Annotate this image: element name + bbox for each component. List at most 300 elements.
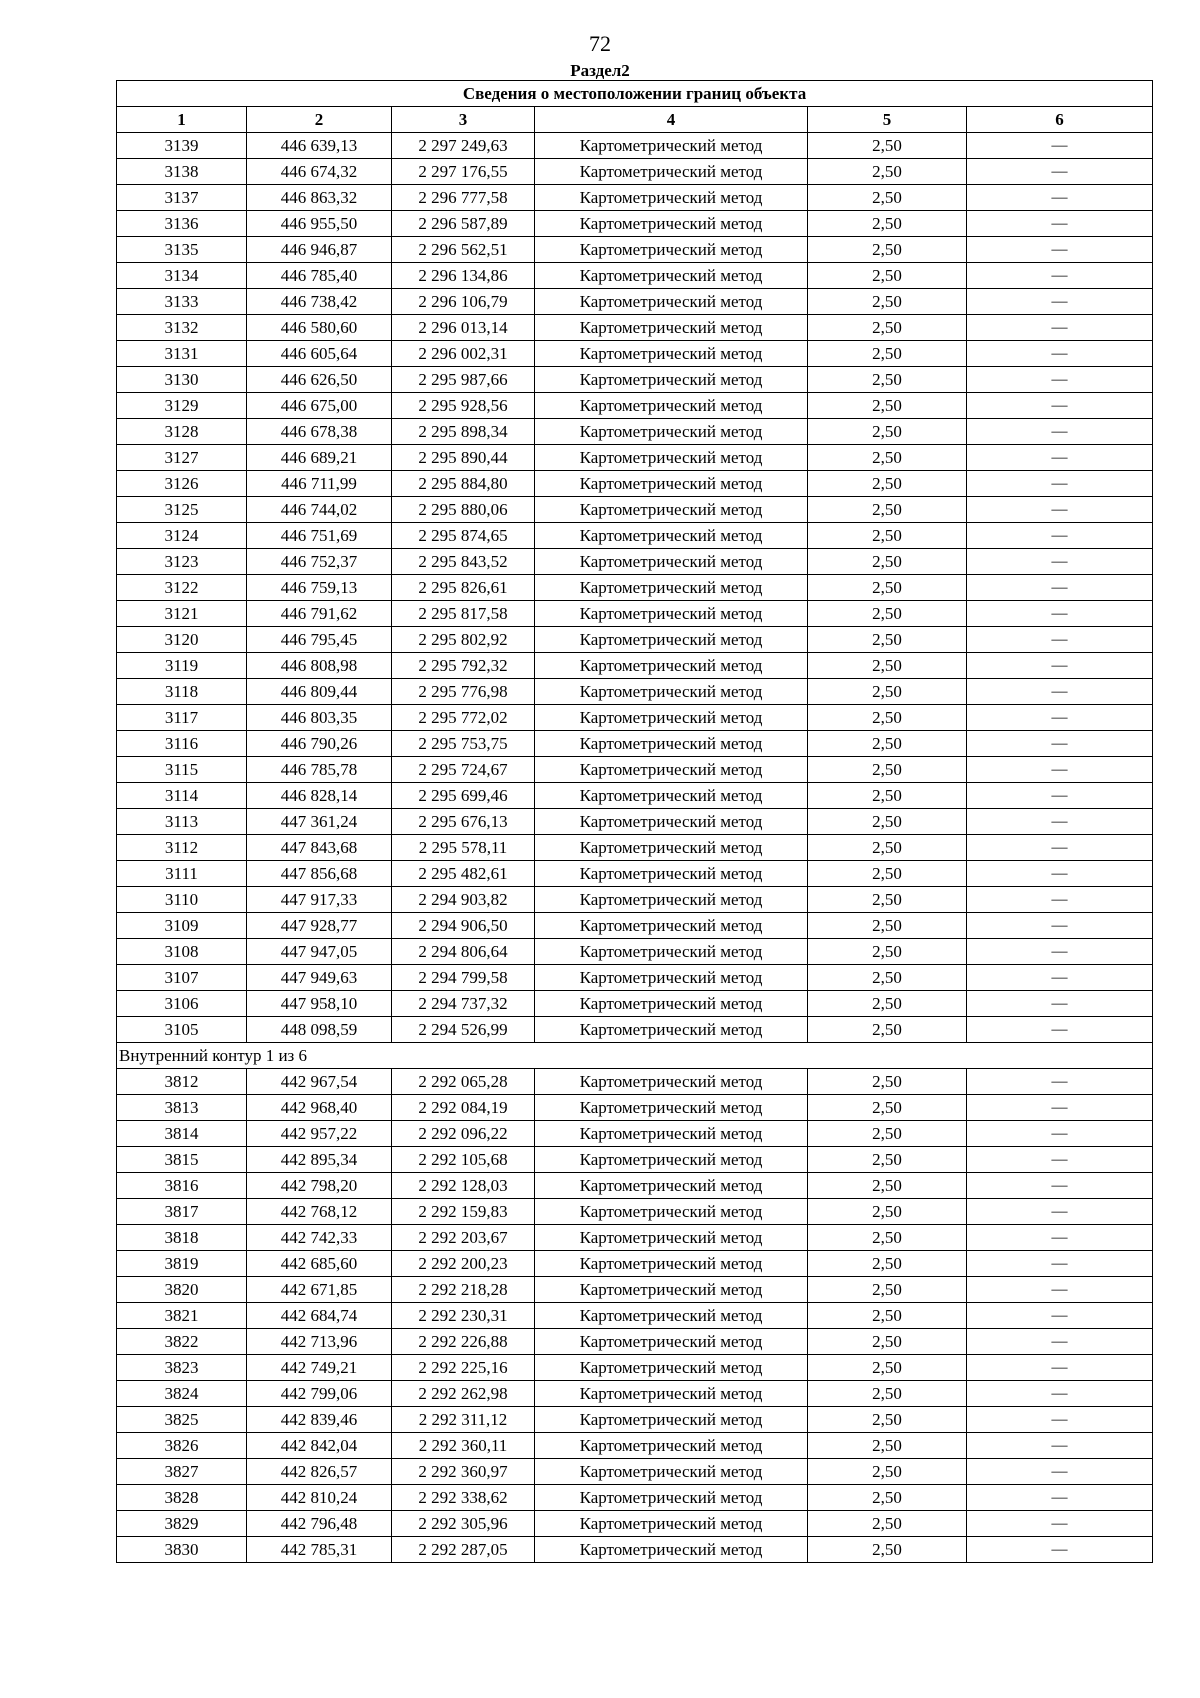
y-coordinate-cell: 2 296 002,31	[392, 341, 535, 367]
y-coordinate-cell: 2 292 105,68	[392, 1147, 535, 1173]
x-coordinate-cell: 446 678,38	[247, 419, 392, 445]
x-coordinate-cell: 442 968,40	[247, 1095, 392, 1121]
accuracy-cell: 2,50	[808, 1069, 967, 1095]
accuracy-cell: 2,50	[808, 965, 967, 991]
point-number-cell: 3133	[117, 289, 247, 315]
description-cell: —	[967, 705, 1153, 731]
x-coordinate-cell: 442 671,85	[247, 1277, 392, 1303]
point-number-cell: 3128	[117, 419, 247, 445]
description-cell: —	[967, 1537, 1153, 1563]
method-cell: Картометрический метод	[535, 419, 808, 445]
accuracy-cell: 2,50	[808, 393, 967, 419]
accuracy-cell: 2,50	[808, 1277, 967, 1303]
table-row	[117, 757, 1153, 783]
table-row	[117, 887, 1153, 913]
contour-label-row	[117, 1043, 1153, 1069]
x-coordinate-cell: 448 098,59	[247, 1017, 392, 1043]
table-row	[117, 1381, 1153, 1407]
point-number-cell: 3116	[117, 731, 247, 757]
y-coordinate-cell: 2 292 218,28	[392, 1277, 535, 1303]
x-coordinate-cell: 446 955,50	[247, 211, 392, 237]
table-row	[117, 627, 1153, 653]
x-coordinate-cell: 446 674,32	[247, 159, 392, 185]
method-cell: Картометрический метод	[535, 835, 808, 861]
accuracy-cell: 2,50	[808, 159, 967, 185]
y-coordinate-cell: 2 295 482,61	[392, 861, 535, 887]
table-row	[117, 705, 1153, 731]
method-cell: Картометрический метод	[535, 939, 808, 965]
point-number-cell: 3129	[117, 393, 247, 419]
table-row	[117, 1459, 1153, 1485]
method-cell: Картометрический метод	[535, 471, 808, 497]
y-coordinate-cell: 2 295 724,67	[392, 757, 535, 783]
method-cell: Картометрический метод	[535, 1303, 808, 1329]
method-cell: Картометрический метод	[535, 523, 808, 549]
description-cell: —	[967, 1381, 1153, 1407]
point-number-cell: 3823	[117, 1355, 247, 1381]
description-cell: —	[967, 419, 1153, 445]
point-number-cell: 3121	[117, 601, 247, 627]
point-number-cell: 3830	[117, 1537, 247, 1563]
point-number-cell: 3829	[117, 1511, 247, 1537]
description-cell: —	[967, 913, 1153, 939]
accuracy-cell: 2,50	[808, 471, 967, 497]
x-coordinate-cell: 447 856,68	[247, 861, 392, 887]
point-number-cell: 3114	[117, 783, 247, 809]
point-number-cell: 3813	[117, 1095, 247, 1121]
point-number-cell: 3105	[117, 1017, 247, 1043]
description-cell: —	[967, 549, 1153, 575]
method-cell: Картометрический метод	[535, 1537, 808, 1563]
point-number-cell: 3131	[117, 341, 247, 367]
x-coordinate-cell: 442 957,22	[247, 1121, 392, 1147]
table-row	[117, 1121, 1153, 1147]
accuracy-cell: 2,50	[808, 653, 967, 679]
accuracy-cell: 2,50	[808, 1485, 967, 1511]
y-coordinate-cell: 2 296 134,86	[392, 263, 535, 289]
table-row	[117, 341, 1153, 367]
description-cell: —	[967, 1329, 1153, 1355]
y-coordinate-cell: 2 295 772,02	[392, 705, 535, 731]
x-coordinate-cell: 447 843,68	[247, 835, 392, 861]
point-number-cell: 3115	[117, 757, 247, 783]
accuracy-cell: 2,50	[808, 1407, 967, 1433]
table-row	[117, 965, 1153, 991]
description-cell: —	[967, 965, 1153, 991]
y-coordinate-cell: 2 292 084,19	[392, 1095, 535, 1121]
accuracy-cell: 2,50	[808, 497, 967, 523]
x-coordinate-cell: 442 842,04	[247, 1433, 392, 1459]
y-coordinate-cell: 2 292 226,88	[392, 1329, 535, 1355]
accuracy-cell: 2,50	[808, 575, 967, 601]
x-coordinate-cell: 446 711,99	[247, 471, 392, 497]
method-cell: Картометрический метод	[535, 237, 808, 263]
point-number-cell: 3120	[117, 627, 247, 653]
description-cell: —	[967, 1069, 1153, 1095]
accuracy-cell: 2,50	[808, 757, 967, 783]
point-number-cell: 3828	[117, 1485, 247, 1511]
x-coordinate-cell: 446 752,37	[247, 549, 392, 575]
y-coordinate-cell: 2 295 699,46	[392, 783, 535, 809]
table-row	[117, 315, 1153, 341]
point-number-cell: 3110	[117, 887, 247, 913]
point-number-cell: 3138	[117, 159, 247, 185]
x-coordinate-cell: 446 863,32	[247, 185, 392, 211]
description-cell: —	[967, 627, 1153, 653]
y-coordinate-cell: 2 292 230,31	[392, 1303, 535, 1329]
point-number-cell: 3812	[117, 1069, 247, 1095]
point-number-cell: 3817	[117, 1199, 247, 1225]
y-coordinate-cell: 2 292 360,97	[392, 1459, 535, 1485]
point-number-cell: 3820	[117, 1277, 247, 1303]
accuracy-cell: 2,50	[808, 211, 967, 237]
point-number-cell: 3814	[117, 1121, 247, 1147]
x-coordinate-cell: 446 689,21	[247, 445, 392, 471]
table-row	[117, 367, 1153, 393]
x-coordinate-cell: 442 742,33	[247, 1225, 392, 1251]
method-cell: Картометрический метод	[535, 1017, 808, 1043]
point-number-cell: 3134	[117, 263, 247, 289]
y-coordinate-cell: 2 296 777,58	[392, 185, 535, 211]
description-cell: —	[967, 679, 1153, 705]
x-coordinate-cell: 446 803,35	[247, 705, 392, 731]
method-cell: Картометрический метод	[535, 1225, 808, 1251]
method-cell: Картометрический метод	[535, 731, 808, 757]
x-coordinate-cell: 446 809,44	[247, 679, 392, 705]
table-row	[117, 1199, 1153, 1225]
x-coordinate-cell: 446 580,60	[247, 315, 392, 341]
method-cell: Картометрический метод	[535, 1355, 808, 1381]
point-number-cell: 3815	[117, 1147, 247, 1173]
column-header-row	[117, 107, 1153, 133]
y-coordinate-cell: 2 297 176,55	[392, 159, 535, 185]
description-cell: —	[967, 731, 1153, 757]
table-title: Сведения о местоположении границ объекта	[117, 81, 1153, 107]
table-row	[117, 835, 1153, 861]
accuracy-cell: 2,50	[808, 1329, 967, 1355]
y-coordinate-cell: 2 295 776,98	[392, 679, 535, 705]
method-cell: Картометрический метод	[535, 1407, 808, 1433]
description-cell: —	[967, 1459, 1153, 1485]
point-number-cell: 3132	[117, 315, 247, 341]
accuracy-cell: 2,50	[808, 1017, 967, 1043]
table-row	[117, 1537, 1153, 1563]
method-cell: Картометрический метод	[535, 991, 808, 1017]
x-coordinate-cell: 442 826,57	[247, 1459, 392, 1485]
table-row	[117, 1225, 1153, 1251]
description-cell: —	[967, 1485, 1153, 1511]
method-cell: Картометрический метод	[535, 653, 808, 679]
page-number: 72	[589, 31, 611, 56]
y-coordinate-cell: 2 295 578,11	[392, 835, 535, 861]
table-row	[117, 1355, 1153, 1381]
table-row	[117, 861, 1153, 887]
table-row	[117, 913, 1153, 939]
description-cell: —	[967, 1303, 1153, 1329]
x-coordinate-cell: 447 917,33	[247, 887, 392, 913]
accuracy-cell: 2,50	[808, 1173, 967, 1199]
table-row	[117, 1407, 1153, 1433]
x-coordinate-cell: 446 744,02	[247, 497, 392, 523]
point-number-cell: 3136	[117, 211, 247, 237]
table-row	[117, 393, 1153, 419]
point-number-cell: 3130	[117, 367, 247, 393]
y-coordinate-cell: 2 295 792,32	[392, 653, 535, 679]
description-cell: —	[967, 887, 1153, 913]
point-number-cell: 3127	[117, 445, 247, 471]
y-coordinate-cell: 2 292 096,22	[392, 1121, 535, 1147]
table-row	[117, 185, 1153, 211]
table-row	[117, 1485, 1153, 1511]
x-coordinate-cell: 447 958,10	[247, 991, 392, 1017]
description-cell: —	[967, 1511, 1153, 1537]
x-coordinate-cell: 446 639,13	[247, 133, 392, 159]
x-coordinate-cell: 446 795,45	[247, 627, 392, 653]
y-coordinate-cell: 2 295 826,61	[392, 575, 535, 601]
method-cell: Картометрический метод	[535, 705, 808, 731]
x-coordinate-cell: 442 895,34	[247, 1147, 392, 1173]
x-coordinate-cell: 442 684,74	[247, 1303, 392, 1329]
method-cell: Картометрический метод	[535, 809, 808, 835]
accuracy-cell: 2,50	[808, 1251, 967, 1277]
table-row	[117, 1147, 1153, 1173]
x-coordinate-cell: 446 751,69	[247, 523, 392, 549]
y-coordinate-cell: 2 292 200,23	[392, 1251, 535, 1277]
column-header: 6	[967, 107, 1153, 133]
table-row	[117, 783, 1153, 809]
table-row	[117, 731, 1153, 757]
y-coordinate-cell: 2 295 802,92	[392, 627, 535, 653]
description-cell: —	[967, 1277, 1153, 1303]
accuracy-cell: 2,50	[808, 887, 967, 913]
table-row	[117, 1329, 1153, 1355]
description-cell: —	[967, 1251, 1153, 1277]
table-row	[117, 1017, 1153, 1043]
accuracy-cell: 2,50	[808, 237, 967, 263]
method-cell: Картометрический метод	[535, 1251, 808, 1277]
contour-label: Внутренний контур 1 из 6	[117, 1043, 1153, 1069]
point-number-cell: 3112	[117, 835, 247, 861]
x-coordinate-cell: 442 796,48	[247, 1511, 392, 1537]
accuracy-cell: 2,50	[808, 861, 967, 887]
point-number-cell: 3135	[117, 237, 247, 263]
x-coordinate-cell: 446 785,40	[247, 263, 392, 289]
x-coordinate-cell: 447 949,63	[247, 965, 392, 991]
y-coordinate-cell: 2 292 262,98	[392, 1381, 535, 1407]
description-cell: —	[967, 809, 1153, 835]
point-number-cell: 3827	[117, 1459, 247, 1485]
accuracy-cell: 2,50	[808, 627, 967, 653]
method-cell: Картометрический метод	[535, 1329, 808, 1355]
x-coordinate-cell: 442 713,96	[247, 1329, 392, 1355]
y-coordinate-cell: 2 296 587,89	[392, 211, 535, 237]
column-header: 4	[535, 107, 808, 133]
point-number-cell: 3126	[117, 471, 247, 497]
table-row	[117, 1251, 1153, 1277]
y-coordinate-cell: 2 295 898,34	[392, 419, 535, 445]
point-number-cell: 3123	[117, 549, 247, 575]
y-coordinate-cell: 2 292 225,16	[392, 1355, 535, 1381]
point-number-cell: 3816	[117, 1173, 247, 1199]
method-cell: Картометрический метод	[535, 549, 808, 575]
accuracy-cell: 2,50	[808, 1199, 967, 1225]
y-coordinate-cell: 2 295 884,80	[392, 471, 535, 497]
y-coordinate-cell: 2 292 128,03	[392, 1173, 535, 1199]
point-number-cell: 3118	[117, 679, 247, 705]
method-cell: Картометрический метод	[535, 575, 808, 601]
accuracy-cell: 2,50	[808, 705, 967, 731]
x-coordinate-cell: 442 768,12	[247, 1199, 392, 1225]
y-coordinate-cell: 2 297 249,63	[392, 133, 535, 159]
y-coordinate-cell: 2 294 737,32	[392, 991, 535, 1017]
table-row	[117, 237, 1153, 263]
table-row	[117, 575, 1153, 601]
method-cell: Картометрический метод	[535, 1173, 808, 1199]
table-row	[117, 1511, 1153, 1537]
point-number-cell: 3819	[117, 1251, 247, 1277]
method-cell: Картометрический метод	[535, 133, 808, 159]
accuracy-cell: 2,50	[808, 991, 967, 1017]
method-cell: Картометрический метод	[535, 393, 808, 419]
x-coordinate-cell: 446 790,26	[247, 731, 392, 757]
column-header: 5	[808, 107, 967, 133]
accuracy-cell: 2,50	[808, 783, 967, 809]
point-number-cell: 3109	[117, 913, 247, 939]
y-coordinate-cell: 2 295 676,13	[392, 809, 535, 835]
x-coordinate-cell: 442 749,21	[247, 1355, 392, 1381]
accuracy-cell: 2,50	[808, 419, 967, 445]
point-number-cell: 3113	[117, 809, 247, 835]
table-row	[117, 159, 1153, 185]
method-cell: Картометрический метод	[535, 1121, 808, 1147]
accuracy-cell: 2,50	[808, 1511, 967, 1537]
method-cell: Картометрический метод	[535, 159, 808, 185]
description-cell: —	[967, 1173, 1153, 1199]
method-cell: Картометрический метод	[535, 1147, 808, 1173]
description-cell: —	[967, 393, 1153, 419]
accuracy-cell: 2,50	[808, 263, 967, 289]
description-cell: —	[967, 237, 1153, 263]
method-cell: Картометрический метод	[535, 185, 808, 211]
table-row	[117, 991, 1153, 1017]
accuracy-cell: 2,50	[808, 731, 967, 757]
description-cell: —	[967, 783, 1153, 809]
accuracy-cell: 2,50	[808, 939, 967, 965]
accuracy-cell: 2,50	[808, 1147, 967, 1173]
x-coordinate-cell: 446 785,78	[247, 757, 392, 783]
accuracy-cell: 2,50	[808, 289, 967, 315]
method-cell: Картометрический метод	[535, 1381, 808, 1407]
y-coordinate-cell: 2 295 874,65	[392, 523, 535, 549]
point-number-cell: 3825	[117, 1407, 247, 1433]
method-cell: Картометрический метод	[535, 887, 808, 913]
x-coordinate-cell: 442 967,54	[247, 1069, 392, 1095]
method-cell: Картометрический метод	[535, 367, 808, 393]
y-coordinate-cell: 2 296 562,51	[392, 237, 535, 263]
description-cell: —	[967, 471, 1153, 497]
description-cell: —	[967, 1433, 1153, 1459]
y-coordinate-cell: 2 294 806,64	[392, 939, 535, 965]
boundary-table	[116, 80, 1153, 1563]
y-coordinate-cell: 2 295 890,44	[392, 445, 535, 471]
method-cell: Картометрический метод	[535, 341, 808, 367]
y-coordinate-cell: 2 296 106,79	[392, 289, 535, 315]
table-row	[117, 809, 1153, 835]
description-cell: —	[967, 991, 1153, 1017]
method-cell: Картометрический метод	[535, 679, 808, 705]
accuracy-cell: 2,50	[808, 133, 967, 159]
y-coordinate-cell: 2 295 817,58	[392, 601, 535, 627]
description-cell: —	[967, 445, 1153, 471]
table-row	[117, 1173, 1153, 1199]
table-row	[117, 471, 1153, 497]
point-number-cell: 3125	[117, 497, 247, 523]
point-number-cell: 3137	[117, 185, 247, 211]
description-cell: —	[967, 1147, 1153, 1173]
table-row	[117, 289, 1153, 315]
x-coordinate-cell: 447 361,24	[247, 809, 392, 835]
accuracy-cell: 2,50	[808, 1381, 967, 1407]
accuracy-cell: 2,50	[808, 1121, 967, 1147]
point-number-cell: 3106	[117, 991, 247, 1017]
outer-contour-rows	[117, 133, 1153, 1043]
point-number-cell: 3821	[117, 1303, 247, 1329]
point-number-cell: 3119	[117, 653, 247, 679]
description-cell: —	[967, 861, 1153, 887]
y-coordinate-cell: 2 292 305,96	[392, 1511, 535, 1537]
point-number-cell: 3117	[117, 705, 247, 731]
y-coordinate-cell: 2 292 338,62	[392, 1485, 535, 1511]
x-coordinate-cell: 442 810,24	[247, 1485, 392, 1511]
method-cell: Картометрический метод	[535, 601, 808, 627]
x-coordinate-cell: 446 946,87	[247, 237, 392, 263]
y-coordinate-cell: 2 292 287,05	[392, 1537, 535, 1563]
method-cell: Картометрический метод	[535, 627, 808, 653]
x-coordinate-cell: 442 785,31	[247, 1537, 392, 1563]
description-cell: —	[967, 601, 1153, 627]
method-cell: Картометрический метод	[535, 965, 808, 991]
accuracy-cell: 2,50	[808, 1537, 967, 1563]
description-cell: —	[967, 1121, 1153, 1147]
accuracy-cell: 2,50	[808, 913, 967, 939]
description-cell: —	[967, 315, 1153, 341]
table-row	[117, 1095, 1153, 1121]
y-coordinate-cell: 2 292 203,67	[392, 1225, 535, 1251]
accuracy-cell: 2,50	[808, 185, 967, 211]
x-coordinate-cell: 446 759,13	[247, 575, 392, 601]
method-cell: Картометрический метод	[535, 1277, 808, 1303]
method-cell: Картометрический метод	[535, 497, 808, 523]
point-number-cell: 3818	[117, 1225, 247, 1251]
description-cell: —	[967, 1355, 1153, 1381]
method-cell: Картометрический метод	[535, 1433, 808, 1459]
description-cell: —	[967, 159, 1153, 185]
table-row	[117, 133, 1153, 159]
point-number-cell: 3139	[117, 133, 247, 159]
description-cell: —	[967, 289, 1153, 315]
description-cell: —	[967, 211, 1153, 237]
point-number-cell: 3124	[117, 523, 247, 549]
y-coordinate-cell: 2 292 311,12	[392, 1407, 535, 1433]
method-cell: Картометрический метод	[535, 861, 808, 887]
description-cell: —	[967, 1095, 1153, 1121]
method-cell: Картометрический метод	[535, 1485, 808, 1511]
method-cell: Картометрический метод	[535, 1095, 808, 1121]
y-coordinate-cell: 2 294 799,58	[392, 965, 535, 991]
accuracy-cell: 2,50	[808, 367, 967, 393]
point-number-cell: 3108	[117, 939, 247, 965]
table-row	[117, 445, 1153, 471]
